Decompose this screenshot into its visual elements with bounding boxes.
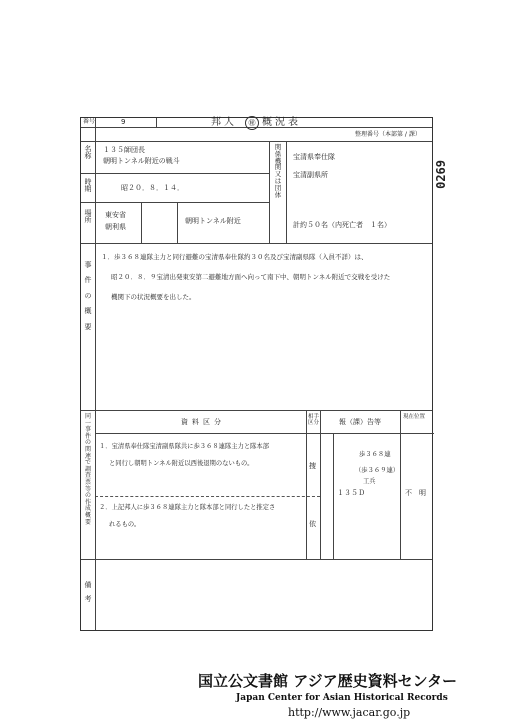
summary-label: 事件の概要 xyxy=(84,261,92,331)
source-line1: 歩３６８連 xyxy=(359,451,391,458)
number-value: 9 xyxy=(121,118,126,126)
form-title: 邦人 xyxy=(211,117,237,128)
materials-header-related: 相手区分 xyxy=(308,414,320,426)
place-detail: 朝明トンネル附近 xyxy=(185,217,241,225)
related-label: 関係機関又は団体 xyxy=(274,143,282,199)
material-item2-related: 依 xyxy=(309,520,316,528)
name-label: 名称 xyxy=(84,145,92,161)
form-title-rest: 概況表 xyxy=(262,117,301,128)
source-line3: 工兵 xyxy=(363,478,376,485)
document-number: 0269 xyxy=(434,160,448,189)
place-label: 場所 xyxy=(84,209,92,225)
place-line2: 朝利県 xyxy=(105,223,126,231)
number-label: 番号 xyxy=(83,118,96,125)
material-item2-line2: れるもの。 xyxy=(109,521,141,528)
reference-note: 整理番号（本部第 / 課） xyxy=(355,131,421,138)
summary-line1: １．歩３６８連隊主力と同行避難の宝清県奉仕隊約３０名及び宝清副県隊（入員不詳）は、 xyxy=(101,253,368,261)
footer-url[interactable]: http://www.jacar.go.jp xyxy=(288,706,411,719)
material-item1-related: 捜 xyxy=(309,462,316,470)
remarks-label: 備考 xyxy=(84,581,92,603)
footer-org-jp: 国立公文書館 アジア歴史資料センター xyxy=(198,672,458,690)
materials-side-label: 同一事件の関連で調査票等の作成概要 xyxy=(84,413,91,526)
date-label: 時期 xyxy=(84,178,92,194)
place-line1: 東安省 xyxy=(105,211,126,219)
summary-line3: 機関下の状況概要を出した。 xyxy=(111,293,196,301)
source-line2: （歩３６９連） xyxy=(355,467,400,474)
name-line1: １３５師団長 xyxy=(103,146,145,154)
materials-header-section: 資料区分 xyxy=(181,418,225,426)
material-item1-line1: １．宝清県奉仕隊宝清副県隊共に歩３６８連隊主力と隊本部 xyxy=(99,443,270,450)
count-text: 計約５０名（内死亡者 １名） xyxy=(293,221,391,229)
date-value: 昭２０．８．１４． xyxy=(121,184,184,192)
material-item1-line2: と同行し朝明トンネル附近以西後退期のないもの。 xyxy=(109,460,254,467)
secret-stamp: ㊙ xyxy=(245,116,259,130)
present-value: 不 明 xyxy=(405,489,426,497)
incident-form xyxy=(80,117,433,631)
materials-header-present: 現在位置 xyxy=(403,414,426,420)
related-line2: 宝清副県所 xyxy=(293,171,328,179)
footer-org-en: Japan Center for Asian Historical Records xyxy=(236,693,448,703)
material-item2-line1: ２．上記邦人に歩３６８連隊主力と隊本部と同行したと推定さ xyxy=(99,504,276,511)
name-line2: 朝明トンネル附近の戦斗 xyxy=(103,157,180,165)
summary-line2: 昭２０．８．９宝清出発東安第二避難地方面へ向って南下中、朝明トンネル附近で交戦を受けた xyxy=(111,273,391,281)
source-count: １３５Ｄ xyxy=(337,489,365,497)
related-line1: 宝清県奉仕隊 xyxy=(293,153,335,161)
materials-header-source: 報（課）告等 xyxy=(339,418,381,426)
